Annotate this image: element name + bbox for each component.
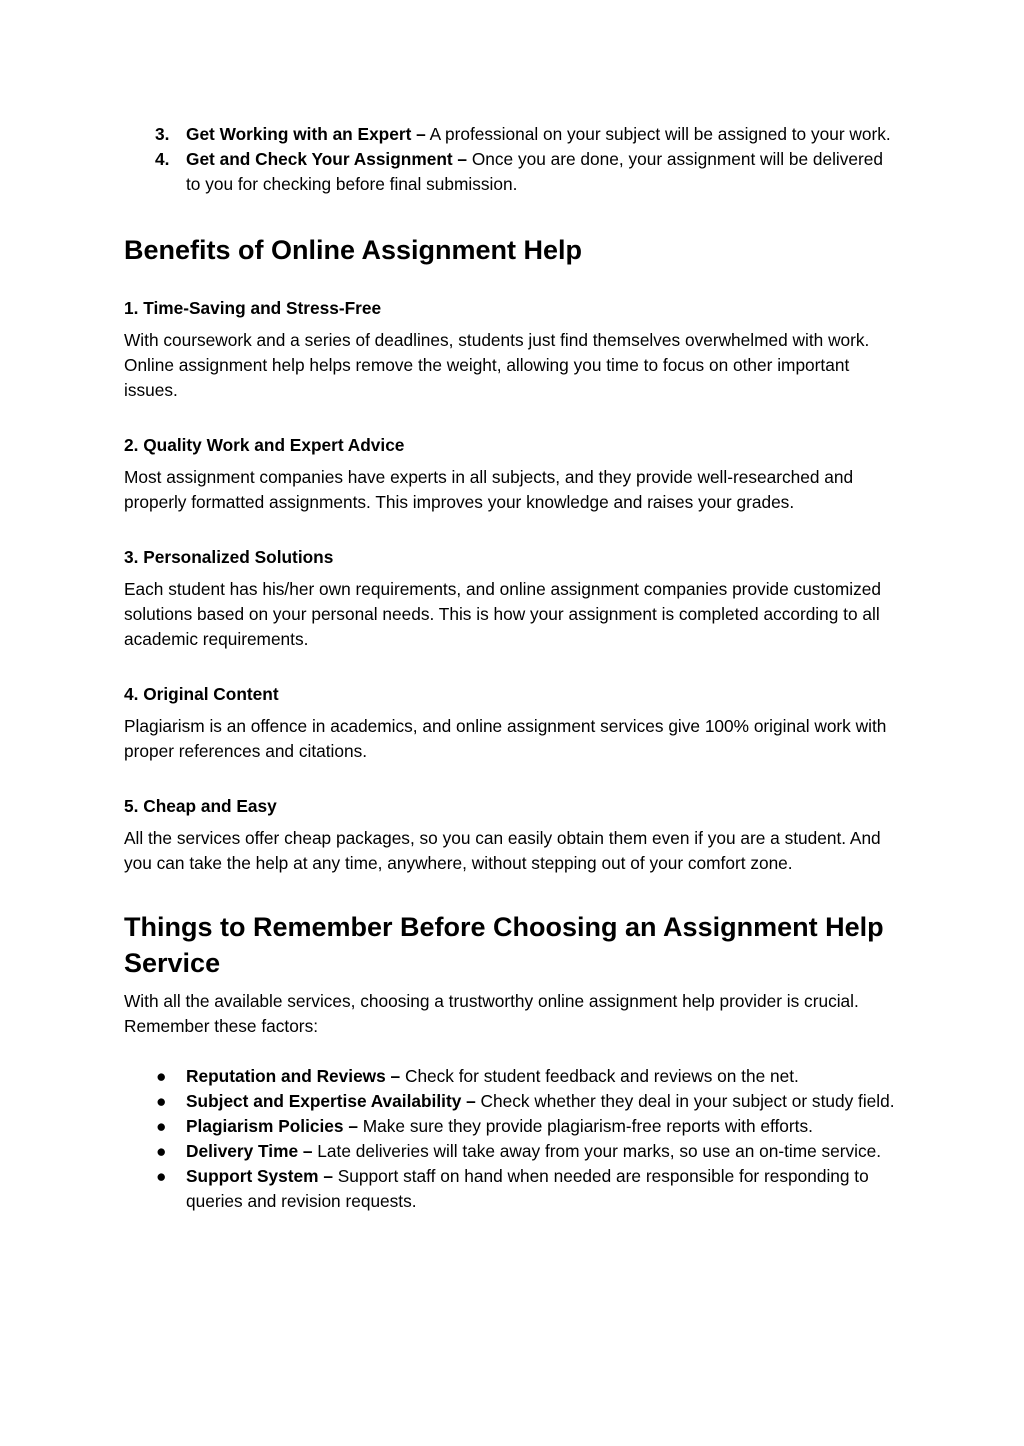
benefit-title: 4. Original Content	[124, 684, 279, 704]
bullet-icon: ●	[156, 1166, 167, 1186]
remember-intro: With all the available services, choosing a trustworthy online assignment help provider is crucial. Remember these factors:	[124, 991, 859, 1036]
benefit-text: All the services offer cheap packages, so you can easily obtain them even if you are a student. And you can take the help at any time, anywhere, without stepping out of your comfort zone.	[124, 828, 881, 873]
list-item-text: A professional on your subject will be assigned to your work.	[425, 124, 891, 144]
list-item	[124, 122, 900, 147]
list-number: 4.	[155, 149, 170, 169]
list-item	[124, 1114, 900, 1139]
benefit-item	[124, 682, 900, 764]
list-item-title: Plagiarism Policies –	[186, 1116, 358, 1136]
benefit-title: 1. Time-Saving and Stress-Free	[124, 298, 382, 318]
list-item	[124, 1164, 900, 1214]
list-item-text: Late deliveries will take away from your marks, so use an on-time service.	[312, 1141, 882, 1161]
list-item	[124, 1139, 900, 1164]
benefit-item	[124, 794, 900, 876]
benefit-title: 3. Personalized Solutions	[124, 547, 334, 567]
benefit-text: With coursework and a series of deadlines, students just find themselves overwhelmed with work. Online assignment help helps remove the weight, allowing you time to focus on other important issues.	[124, 330, 870, 400]
list-item-title: Reputation and Reviews –	[186, 1066, 401, 1086]
list-item-title: Support System –	[186, 1166, 333, 1186]
bullet-icon: ●	[156, 1116, 167, 1136]
benefit-item	[124, 296, 900, 403]
factors-list	[124, 1064, 900, 1214]
benefit-title: 5. Cheap and Easy	[124, 796, 277, 816]
list-item-title: Delivery Time –	[186, 1141, 313, 1161]
benefit-title: 2. Quality Work and Expert Advice	[124, 435, 405, 455]
benefit-text: Plagiarism is an offence in academics, and online assignment services give 100% original work with proper references and citations.	[124, 716, 887, 761]
list-item-text: Check for student feedback and reviews on the net.	[400, 1066, 799, 1086]
list-item	[124, 1089, 900, 1114]
section-heading-remember: Things to Remember Before Choosing an Assignment Help Service	[124, 912, 884, 978]
list-item-title: Get and Check Your Assignment –	[186, 149, 468, 169]
list-item-title: Subject and Expertise Availability –	[186, 1091, 476, 1111]
list-item-text: Make sure they provide plagiarism-free reports with efforts.	[357, 1116, 813, 1136]
list-item-title: Get Working with an Expert –	[186, 124, 426, 144]
benefits-section	[124, 296, 900, 876]
list-item	[124, 147, 900, 197]
bullet-icon: ●	[156, 1066, 167, 1086]
bullet-icon: ●	[156, 1141, 167, 1161]
list-item-text: Check whether they deal in your subject or study field.	[475, 1091, 895, 1111]
steps-list	[124, 122, 900, 197]
bullet-icon: ●	[156, 1091, 167, 1111]
list-number: 3.	[155, 124, 170, 144]
benefit-text: Most assignment companies have experts in all subjects, and they provide well-researched and properly formatted assignments. This improves your knowledge and raises your grades.	[124, 467, 854, 512]
list-item	[124, 1064, 900, 1089]
benefit-item	[124, 545, 900, 652]
benefit-text: Each student has his/her own requirements, and online assignment companies provide customized solutions based on your personal needs. This is how your assignment is completed according to all academic requirements.	[124, 579, 881, 649]
benefit-item	[124, 433, 900, 515]
list-item-text: Support staff on hand when needed are responsible for responding to queries and revision requests.	[186, 1166, 869, 1211]
list-item-text: Once you are done, your assignment will be delivered to you for checking before final submission.	[186, 149, 884, 194]
section-heading-benefits: Benefits of Online Assignment Help	[124, 235, 583, 265]
